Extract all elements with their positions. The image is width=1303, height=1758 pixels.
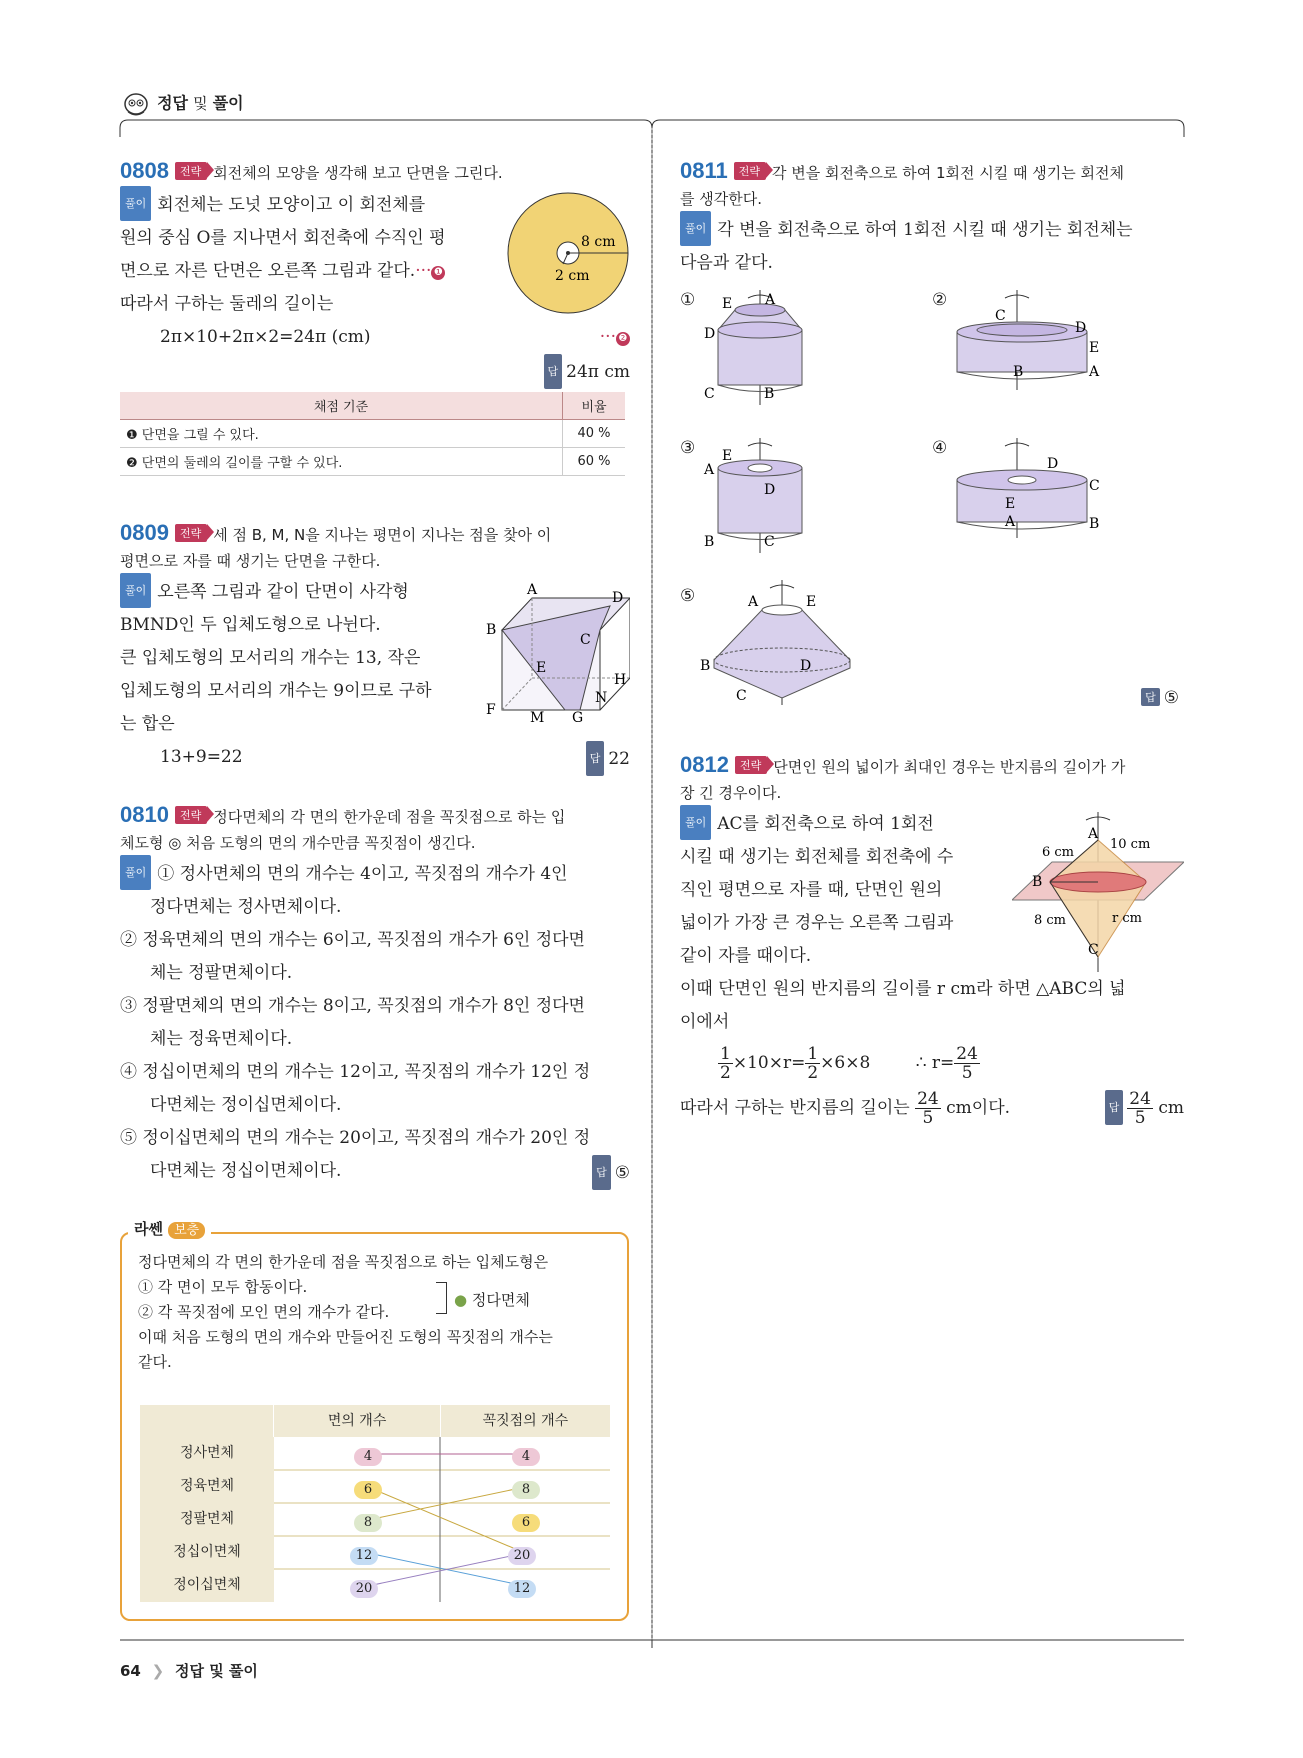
verts-value: 20: [508, 1547, 536, 1565]
solution-label: 풀이: [120, 573, 151, 608]
point-label: C: [736, 688, 747, 704]
strategy-text: 회전체의 모양을 생각해 보고 단면을 그린다.: [213, 164, 503, 182]
length-label: 6 cm: [1042, 845, 1075, 860]
table-row: ❶ 단면을 그릴 수 있다. 40 %: [120, 420, 625, 448]
footer-title: 정답 및 풀이: [175, 1662, 258, 1680]
grading-table: [120, 392, 625, 476]
point-label: C: [764, 534, 775, 550]
answer: ⑤: [1163, 688, 1179, 708]
equation-0812: $\frac{1}{2}$ ×10×r= $\frac{1}{2}$ ×6×8 ∴ r= $\frac{24}{5}$: [720, 1044, 978, 1083]
col-verts: 꼭짓점의 개수: [440, 1405, 610, 1437]
answer-label: 답: [544, 354, 563, 389]
strategy-text: 장 긴 경우이다.: [680, 784, 782, 802]
final-line-0812: 따라서 구하는 반지름의 길이는 $\frac{24}{5}$ cm이다. 답 $\frac{24}{5}$ cm: [680, 1089, 1184, 1128]
mark-2: ❷: [616, 332, 630, 346]
point-label: C: [580, 632, 591, 648]
point-label: M: [530, 710, 545, 722]
solution-line: 오른쪽 그림과 같이 단면이 사각형: [157, 582, 409, 602]
outer-radius-label: 8 cm: [581, 234, 616, 250]
point-label: B: [704, 534, 715, 550]
point-label: B: [1032, 874, 1043, 890]
strategy-text: 정다면체의 각 면의 한가운데 점을 꼭짓점으로 하는 입: [213, 808, 566, 826]
point-label: C: [995, 308, 1006, 324]
point-label: D: [612, 590, 624, 606]
solution-line: AC를 회전축으로 하여 1회전: [717, 814, 934, 834]
supplement-body: 정다면체의 각 면의 한가운데 점을 꼭짓점으로 하는 입체도형은 ① 각 면이 모두 합동이다. ② 각 꼭짓점에 모인 면의 개수가 같다. ● 정다면체 이때 처음 도형의 면의 개수와 만들어진 도형의 꼭짓점의 개수는 같다.: [138, 1253, 553, 1371]
solution-line: 다면체는 정십이면체이다.: [150, 1161, 342, 1181]
faces-value: 12: [350, 1547, 378, 1565]
solution-line: 는 합은: [120, 714, 175, 734]
result-text: 정다면체: [471, 1291, 530, 1309]
solid-figure-5: [700, 580, 880, 705]
verts-value: 4: [512, 1448, 540, 1466]
point-label: A: [1088, 826, 1099, 842]
point-label: B: [764, 386, 775, 402]
solution-line: 다면체는 정이십면체이다.: [150, 1095, 342, 1115]
strategy-text: 세 점 B, M, N을 지나는 평면이 지나는 점을 찾아 이: [213, 526, 552, 544]
point-label: G: [572, 710, 584, 722]
point-label: B: [1013, 364, 1024, 380]
length-label: 10 cm: [1110, 837, 1151, 852]
point-label: E: [722, 448, 733, 464]
solution-line: ⑤ 정이십면체의 면의 개수는 20이고, 꼭짓점의 개수가 20인 정: [120, 1128, 591, 1148]
problem-number: 0812: [680, 752, 729, 777]
cone-section-figure: [1012, 812, 1184, 972]
solution-line: 면으로 자른 단면은 오른쪽 그림과 같다.: [120, 261, 416, 281]
solution-line: 직인 평면으로 자를 때, 단면인 원의: [680, 880, 943, 900]
grade-header-criteria: 채점 기준: [120, 392, 563, 420]
problem-number: 0809: [120, 520, 169, 545]
fig-label-5: ⑤: [680, 586, 696, 606]
solution-label: 풀이: [120, 186, 151, 221]
row-name: 정팔면체: [179, 1511, 235, 1527]
point-label: B: [700, 658, 711, 674]
point-label: F: [486, 702, 496, 718]
problem-0811: [680, 158, 1184, 280]
table-row: ❷ 단면의 둘레의 길이를 구할 수 있다. 60 %: [120, 448, 625, 476]
row-name: 정이십면체: [173, 1577, 241, 1593]
mark-1: ❶: [431, 266, 445, 280]
solution-line: ② 정육면체의 면의 개수는 6이고, 꼭짓점의 개수가 6인 정다면: [120, 930, 585, 950]
answer: 24π cm: [566, 362, 630, 382]
point-label: A: [527, 582, 538, 598]
point-label: E: [1089, 340, 1100, 356]
solution-line: 입체도형의 모서리의 개수는 9이므로 구하: [120, 681, 432, 701]
point-label: E: [806, 594, 817, 610]
problem-number: 0810: [120, 802, 169, 827]
solid-figure-3: [700, 438, 830, 553]
point-label: C: [704, 386, 715, 402]
point-label: D: [1047, 456, 1059, 472]
strategy-text: 각 변을 회전축으로 하여 1회전 시킬 때 생기는 회전체: [772, 164, 1124, 182]
page-footer: 64 ❯ 정답 및 풀이: [120, 1662, 258, 1680]
verts-value: 6: [512, 1514, 540, 1532]
point-label: B: [486, 622, 497, 638]
solution-line: ③ 정팔면체의 면의 개수는 8이고, 꼭짓점의 개수가 8인 정다면: [120, 996, 585, 1016]
faces-value: 4: [354, 1448, 382, 1466]
solution-line: 이때 단면인 원의 반지름의 길이를 r cm라 하면 △ABC의 넓: [680, 979, 1126, 999]
solution-line: 체는 정육면체이다.: [150, 1029, 293, 1049]
problem-number: 0811: [680, 158, 728, 183]
point-label: D: [1075, 320, 1087, 336]
col-faces: 면의 개수: [273, 1405, 439, 1437]
solution-label: 풀이: [680, 211, 711, 246]
equation: 13+9=22: [160, 747, 243, 767]
strategy-text: 를 생각한다.: [680, 190, 762, 208]
length-label: 8 cm: [1034, 913, 1067, 928]
point-label: E: [722, 296, 733, 312]
solution-line: 체는 정팔면체이다.: [150, 963, 293, 983]
solid-figure-4: [955, 438, 1105, 538]
point-label: A: [748, 594, 759, 610]
point-label: B: [1089, 516, 1100, 532]
equation: 2π×10+2π×2=24π (cm): [160, 327, 371, 347]
fig-label-1: ①: [680, 290, 696, 310]
solution-line: 따라서 구하는 둘레의 길이는: [120, 294, 334, 314]
point-label: N: [595, 690, 608, 706]
strategy-tag: 전략: [734, 162, 766, 180]
answer: 22: [608, 749, 630, 769]
verts-value: 8: [512, 1481, 540, 1499]
point-label: A: [1089, 364, 1100, 380]
inner-radius-label: 2 cm: [555, 268, 590, 284]
point-label: E: [1005, 496, 1016, 512]
point-label: C: [1089, 478, 1100, 494]
cube-section-figure: [480, 582, 630, 722]
point-label: A: [704, 462, 715, 478]
solution-line: 이에서: [680, 1012, 730, 1032]
supplement-title: 라쎈 보충: [128, 1218, 211, 1239]
row-name: 정사면체: [179, 1445, 235, 1461]
solution-line: 시킬 때 생기는 회전체를 회전축에 수: [680, 847, 954, 867]
point-label: E: [536, 660, 547, 676]
point-label: H: [614, 672, 627, 688]
polyhedra-table: [140, 1405, 610, 1602]
header-title-1: 정답: [157, 93, 189, 113]
solid-figure-1: [700, 290, 830, 405]
faces-value: 8: [354, 1514, 382, 1532]
problem-0808: 0808 전략 회전체의 모양을 생각해 보고 단면을 그린다. 풀이 회전체는 도넛 모양이고 이 회전체를 원의 중심 O를 지나면서 회전축에 수직인 평 면으로 자른 단면은 오른쪽 그림과 같다.··· ❶ 따라서 구하는 둘레의 길이는 2π×10+2π×2=24π (cm) ··· ❷ 답 24π cm: [120, 158, 630, 389]
solution-line: 회전체는 도넛 모양이고 이 회전체를: [157, 195, 426, 215]
solution-line: 같이 자를 때이다.: [680, 946, 812, 966]
solution-line: ④ 정십이면체의 면의 개수는 12이고, 꼭짓점의 개수가 12인 정: [120, 1062, 591, 1082]
point-label: D: [800, 658, 812, 674]
strategy-tag: 전략: [175, 524, 207, 542]
solution-label: 풀이: [680, 805, 711, 840]
problem-number: 0808: [120, 158, 169, 183]
answer: ⑤: [614, 1163, 630, 1183]
answer-label: 답: [586, 741, 605, 776]
faces-value: 20: [350, 1580, 378, 1598]
donut-section-figure: [503, 188, 633, 318]
strategy-tag: 전략: [175, 162, 207, 180]
solid-figure-2: [955, 290, 1105, 390]
solution-line: 다음과 같다.: [680, 253, 773, 273]
answer-0811: [1141, 688, 1179, 708]
strategy-text: 단면인 원의 넓이가 최대인 경우는 반지름의 길이가 가: [773, 758, 1126, 776]
answer-label: 답: [592, 1155, 611, 1190]
faces-value: 6: [354, 1481, 382, 1499]
point-label: A: [765, 292, 776, 308]
solution-line: 큰 입체도형의 모서리의 개수는 13, 작은: [120, 648, 421, 668]
strategy-text: 체도형 ◎ 처음 도형의 면의 개수만큼 꼭짓점이 생긴다.: [120, 834, 476, 852]
point-label: A: [1005, 514, 1016, 530]
solution-line: 원의 중심 O를 지나면서 회전축에 수직인 평: [120, 228, 446, 248]
problem-0810: [120, 802, 630, 1188]
strategy-text: 평면으로 자를 때 생기는 단면을 구한다.: [120, 552, 381, 570]
grade-header-ratio: 비율: [563, 392, 626, 420]
strategy-tag: 전략: [735, 756, 767, 774]
solution-line: ① 정사면체의 면의 개수는 4이고, 꼭짓점의 개수가 4인: [157, 864, 568, 884]
header-title-2: 및: [193, 94, 208, 113]
solution-label: 풀이: [120, 855, 151, 890]
solution-line: 정다면체는 정사면체이다.: [150, 897, 342, 917]
answer-label: 답: [1105, 1090, 1124, 1125]
verts-value: 12: [508, 1580, 536, 1598]
solution-line: BMND인 두 입체도형으로 나뉜다.: [120, 615, 381, 635]
page-number: 64: [120, 1662, 141, 1680]
answer-label: 답: [1141, 688, 1160, 706]
row-name: 정육면체: [179, 1478, 235, 1494]
solution-line: 넓이가 가장 큰 경우는 오른쪽 그림과: [680, 913, 954, 933]
solution-line: 각 변을 회전축으로 하여 1회전 시킬 때 생기는 회전체는: [717, 220, 1133, 240]
row-name: 정십이면체: [173, 1544, 241, 1560]
fig-label-3: ③: [680, 438, 696, 458]
header-title-3: 풀이: [212, 93, 244, 113]
point-label: C: [1088, 942, 1099, 958]
strategy-tag: 전략: [175, 806, 207, 824]
point-label: D: [704, 326, 716, 342]
fig-label-2: ②: [932, 290, 948, 310]
point-label: D: [764, 482, 776, 498]
fig-label-4: ④: [932, 438, 948, 458]
length-label: r cm: [1112, 911, 1142, 926]
